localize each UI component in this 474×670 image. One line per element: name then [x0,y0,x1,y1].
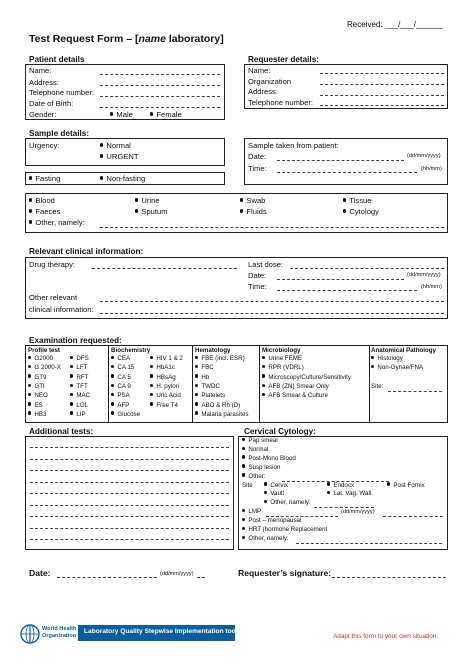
biochemistry-item-label: HBsAg [156,373,176,381]
bullet-icon [242,473,245,476]
cervical-other-label: Other: [248,472,266,480]
hematology-title-label: Hematology [195,347,231,354]
non-fasting-option[interactable]: Non-fasting [100,175,145,183]
hematology-item[interactable] [195,412,249,418]
profile-test-item[interactable] [70,412,86,418]
bullet-icon [195,374,198,377]
microbiology-item-label: Microscopy/Culture/Sensitivity [268,373,351,381]
bullet-icon [242,455,245,458]
clinical-time-hint: (hh/mm) [421,284,442,290]
other-clinical-line-2[interactable] [100,313,444,314]
bullet-icon [28,402,31,405]
bullet-icon [29,220,32,223]
cervical-history-option-label: HRT (hormone Replacement [248,526,328,533]
drug-therapy-label: Drug therapy: [29,260,76,269]
bullet-icon [28,411,31,414]
urgency-normal-option[interactable]: Normal [100,142,131,150]
microbiology-item[interactable] [262,375,351,381]
site-post-fornix-label: Post Fornix [393,481,425,489]
title-name: name [138,33,166,45]
bullet-icon [242,464,245,467]
bullet-icon [242,518,245,521]
bullet-icon [242,509,245,512]
biochemistry-item[interactable] [111,365,134,371]
bullet-icon [150,356,153,359]
sample-date-line[interactable] [277,160,404,161]
cervical-option-label: Post-Mono Blood [248,454,296,462]
hematology-title [195,348,230,354]
profile-test-item[interactable] [70,356,89,362]
cervical-option-label: Pap smear [248,437,279,444]
microbiology-item-label: Urine FEME [268,355,303,362]
type-other-line[interactable] [100,227,444,228]
profile-test-item-label: GT9 [34,373,47,381]
sample-taken-label: Sample taken from patient: [248,141,339,150]
additional-test-line[interactable] [30,482,229,483]
profile-test-item[interactable] [70,384,88,390]
additional-test-line[interactable] [30,516,229,517]
site-vault[interactable] [264,491,284,497]
anatomical-pathology-item[interactable] [371,356,403,362]
bullet-icon [111,402,114,405]
cervical-history-option[interactable] [242,536,289,542]
bullet-icon [70,411,73,414]
urgency-label: Urgency: [29,141,60,150]
bullet-icon [371,356,374,359]
lmp-line-tail[interactable] [383,516,443,517]
biochemistry-item-label: CA 15 [117,364,135,372]
microbiology-item-label: AFB Smear & Culture [268,392,328,400]
clinical-time-label: Time: [248,282,267,291]
site-endocx-label: Endocx [333,481,355,489]
patient-address-label: Address: [29,78,59,87]
bullet-icon [343,209,346,212]
type-swab[interactable]: Swab [240,197,265,205]
bullet-icon [264,491,267,494]
date-line-tail[interactable] [197,577,205,578]
sample-time-label: Time: [248,164,267,173]
patient-dob-line[interactable] [100,107,220,108]
bullet-icon [150,374,153,377]
profile-test-item-label: LFT [76,364,88,372]
signature-line[interactable] [332,577,446,578]
bullet-icon [70,365,73,368]
bullet-icon [135,209,138,212]
tool-title: Laboratory Quality Stepwise Implementation tool [84,628,238,635]
biochemistry-item[interactable] [111,356,130,362]
site-endocx[interactable] [327,483,354,489]
sample-time-hint: (hh/mm) [421,166,442,172]
bullet-icon [150,393,153,396]
patient-dob-label: Date of Birth: [29,99,74,108]
cervical-history-option[interactable] [242,527,327,533]
profile-test-item-label: NEO [34,392,48,400]
profile-test-item[interactable] [28,403,43,409]
bullet-icon [70,402,73,405]
bullet-icon [264,482,267,485]
anatomical-site-label-label: Site: [371,382,384,390]
microbiology-item[interactable] [262,365,304,371]
microbiology-item[interactable] [262,393,328,399]
biochemistry-item[interactable] [111,412,140,418]
anatomical-pathology-item-label: Histology [377,355,403,362]
clinical-date-label: Date: [248,271,267,280]
anatomical-pathology-item-label: Non-Gynae/FNA [377,364,424,372]
bullet-icon [387,482,390,485]
cervical-history-option-label: Other, namely: [248,534,289,542]
sample-date-hint: (dd/mm/yyyy) [407,153,441,159]
bullet-icon [28,384,31,387]
bullet-icon [150,402,153,405]
bullet-icon [28,393,31,396]
bullet-icon [100,154,103,157]
bullet-icon [195,411,198,414]
microbiology-title [262,348,301,354]
profile-test-item-label: GTI [34,382,45,390]
biochemistry-item-label: CEA [117,355,131,362]
profile-test-item-label: TFT [76,382,88,390]
bullet-icon [262,356,265,359]
type-urine[interactable]: Urine [135,197,160,205]
bullet-icon [29,176,32,179]
profile-test-item[interactable] [28,384,45,390]
bullet-icon [242,447,245,450]
exam-col-divider [108,346,109,422]
bullet-icon [195,384,198,387]
bullet-icon [262,393,265,396]
site-post-fornix[interactable] [387,483,425,489]
biochemistry-item-label: H. pylori [156,382,180,390]
bullet-icon [111,365,114,368]
exam-heading: Examination requested: [29,336,122,345]
biochemistry-title [111,348,150,354]
bullet-icon [70,356,73,359]
cervical-option[interactable] [242,456,296,462]
clinical-heading: Relevant clinical information: [29,247,144,256]
bullet-icon [135,198,138,201]
additional-test-line[interactable] [30,459,229,460]
microbiology-item-label: AFB (ZN) Smear Only [268,382,329,390]
exam-col-divider [192,346,193,422]
microbiology-item-label: RPR (VDRL) [268,364,304,372]
lmp-hint: (dd/mm/yyyy) [341,509,375,516]
bullet-icon [111,384,114,387]
date-line[interactable] [57,577,157,578]
additional-test-line[interactable] [30,539,229,540]
bullet-icon [29,209,32,212]
bullet-icon [111,411,114,414]
bullet-icon [111,374,114,377]
type-faeces[interactable]: Faeces [29,208,60,216]
biochemistry-item-label: HIV 1 & 2 [156,355,183,362]
anatomical-site-label [371,384,383,390]
requester-phone-line[interactable] [320,105,444,106]
requester-phone-label: Telephone number: [248,98,314,107]
hematology-item[interactable] [195,356,245,362]
type-sputum[interactable]: Sputum [135,208,168,216]
title-prefix: Test Request Form – [ [29,33,139,45]
org-line-1: World Health [42,626,77,632]
lmp-option[interactable] [242,509,261,515]
gender-label: Gender: [29,110,57,119]
patient-name-label: Name: [29,66,52,75]
cervical-history-option[interactable] [242,518,301,524]
drug-therapy-line[interactable] [92,268,237,269]
cervical-option[interactable] [242,465,280,471]
hematology-item[interactable] [195,365,214,371]
profile-test-item[interactable] [70,375,88,381]
additional-test-line[interactable] [30,447,229,448]
profile-test-title [28,348,60,354]
biochemistry-item[interactable] [150,365,175,371]
bullet-icon [29,198,32,201]
last-dose-label: Last dose: [248,260,284,269]
patient-address-line[interactable] [100,85,220,86]
sample-date-label: Date: [248,152,267,161]
hematology-item-label: FBC [201,364,214,372]
bullet-icon [195,356,198,359]
type-fluids[interactable]: Fluids [240,208,267,216]
additional-test-line[interactable] [30,505,229,506]
additional-test-line[interactable] [30,528,229,529]
patient-name-line[interactable] [100,74,220,75]
biochemistry-item[interactable] [150,375,176,381]
anatomical-pathology-title [371,348,436,354]
received-field[interactable]: Received: ___/___/______ [347,20,443,29]
last-dose-line[interactable] [290,268,444,269]
page-title [29,34,224,45]
cervical-other[interactable] [242,474,266,480]
exam-col-divider [369,346,370,422]
site-other-label: Other, namely: [270,499,311,507]
cervical-history-option-label: Post – menopausal [248,517,302,525]
requester-org-line[interactable] [320,84,444,85]
profile-test-item[interactable] [28,393,48,399]
profile-test-item[interactable] [28,375,46,381]
cervical-site-label-label: Site [242,481,253,489]
biochemistry-item[interactable] [150,393,181,399]
adapt-note: Adapt this form to your own situation. [333,633,439,640]
gender-male-option[interactable]: Male [110,111,133,119]
profile-test-item[interactable] [70,365,87,371]
bullet-icon [150,384,153,387]
anatomical-pathology-title-label: Anatomical Pathology [371,347,436,354]
bullet-icon [343,198,346,201]
date-label: Date: [29,568,51,578]
bullet-icon [262,384,265,387]
biochemistry-item-label: Glucose [117,410,141,418]
bullet-icon [100,143,103,146]
cervical-history-other-line[interactable] [296,543,442,544]
hematology-item-label: Hb [201,373,210,381]
bullet-icon [240,198,243,201]
profile-test-item-label: G 2000-X [34,364,61,372]
microbiology-item[interactable] [262,384,329,390]
patient-phone-label: Telephone number: [29,88,95,97]
type-cytology[interactable]: Cytology [343,208,379,216]
cervical-option[interactable] [242,447,268,453]
profile-test-item[interactable] [28,365,61,371]
hematology-item-label: ABO & Rh (D) [201,401,241,409]
org-line-2: Organization [42,633,77,639]
hematology-item-label: Malaria parasites [201,410,249,418]
additional-heading: Additional tests: [29,427,94,436]
exam-col-divider [259,346,260,422]
profile-test-item-label: G2000 [34,355,53,362]
clinical-time-line[interactable] [277,290,417,291]
biochemistry-title-label: Biochemistry [111,347,151,354]
type-tissue[interactable]: Tissue [343,197,371,205]
bullet-icon [28,356,31,359]
requester-name-label: Name: [248,66,271,75]
site-cervix-label: Cervix [270,481,288,489]
profile-test-title-label: Profile test [28,347,60,354]
type-blood[interactable]: Blood [29,197,55,205]
cervical-site-label [242,483,253,489]
requester-address-line[interactable] [320,95,444,96]
biochemistry-item[interactable] [111,384,131,390]
requester-heading: Requester details: [248,55,319,64]
patient-heading: Patient details [29,55,85,64]
hematology-item[interactable] [195,384,220,390]
hematology-item[interactable] [195,393,225,399]
bullet-icon [28,374,31,377]
bullet-icon [242,438,245,441]
microbiology-title-label: Microbiology [262,347,301,354]
bullet-icon [264,500,267,503]
bullet-icon [242,536,245,539]
bullet-icon [150,112,153,115]
signature-label: Requester’s signature: [238,568,332,578]
requester-org-label: Organization [248,77,292,86]
other-clinical-line-1[interactable] [100,301,444,302]
requester-name-line[interactable] [320,73,444,74]
biochemistry-item-label: CA 5 [117,373,131,381]
bullet-icon [110,112,113,115]
fasting-option[interactable]: Fasting [29,175,60,183]
other-clinical-label-2: clinical information: [29,305,94,314]
sample-time-line[interactable] [277,172,417,173]
microbiology-item[interactable] [262,356,302,362]
bullet-icon [371,365,374,368]
bullet-icon [70,393,73,396]
bullet-icon [28,365,31,368]
profile-test-item-label: DFS [76,355,89,362]
globe-icon [20,624,40,644]
bullet-icon [70,384,73,387]
urgency-urgent-option[interactable]: URGENT [100,153,138,161]
bullet-icon [70,374,73,377]
other-clinical-label-1: Other relevant [29,293,78,302]
date-hint: (dd/mm/yyyy) [160,571,194,577]
biochemistry-item[interactable] [150,356,183,362]
sample-heading: Sample details: [29,129,90,138]
hematology-item-label: TWDC [201,382,220,390]
hematology-item-label: FBE (incl. ESR) [201,355,245,362]
biochemistry-item-label: PSA [117,392,130,400]
biochemistry-item-label: Uric Acid [156,392,181,400]
profile-test-item-label: LIP [76,410,86,418]
site-cervix[interactable] [264,483,288,489]
biochemistry-item[interactable] [150,403,178,409]
biochemistry-item-label: AFP [117,401,130,409]
profile-test-item[interactable] [70,403,88,409]
bullet-icon [240,209,243,212]
profile-test-item-label: HB3 [34,410,47,418]
profile-test-item[interactable] [70,393,90,399]
biochemistry-item[interactable] [111,375,131,381]
hematology-item[interactable] [195,375,209,381]
hematology-item-label: Platelets [201,392,226,400]
site-other-line[interactable] [314,507,374,508]
biochemistry-item[interactable] [111,393,130,399]
cervical-option[interactable] [242,438,278,444]
clinical-date-hint: (dd/mm/yyyy) [407,272,441,278]
profile-test-item-label: MAC [76,392,91,400]
bullet-icon [111,393,114,396]
type-other-label: Other, namely: [29,219,85,227]
bullet-icon [100,176,103,179]
site-vault-label: Vault [270,490,285,498]
bullet-icon [150,365,153,368]
profile-test-item[interactable] [28,412,46,418]
anatomical-site-line[interactable] [388,391,442,392]
profile-test-item-label: LGL [76,401,89,409]
title-suffix: laboratory] [165,33,224,45]
requester-address-label: Address: [248,87,278,96]
cervical-option-label: Susp lesion [248,463,281,471]
biochemistry-item-label: CA 9 [117,382,131,390]
biochemistry-item[interactable] [111,403,129,409]
bullet-icon [195,402,198,405]
additional-test-line[interactable] [30,493,229,494]
bullet-icon [262,365,265,368]
biochemistry-item[interactable] [150,384,179,390]
cervical-option-label: Normal [248,445,269,453]
cervical-heading: Cervical Cytology: [244,427,316,436]
bullet-icon [262,374,265,377]
clinical-date-line[interactable] [277,279,404,280]
profile-test-item-label: ES [34,401,43,409]
bullet-icon [327,482,330,485]
site-other[interactable] [264,500,311,506]
bullet-icon [195,365,198,368]
biochemistry-item-label: HbA1c [156,364,175,372]
profile-test-item[interactable] [28,356,53,362]
bullet-icon [242,527,245,530]
additional-test-line[interactable] [30,470,229,471]
bullet-icon [195,393,198,396]
patient-phone-line[interactable] [100,96,220,97]
bullet-icon [327,491,330,494]
site-lat-vag-wall[interactable] [327,491,373,497]
profile-test-item-label: RFT [76,373,89,381]
lmp-option-label: LMP [248,508,262,516]
bullet-icon [111,356,114,359]
site-lat-vag-wall-label: Lat. Vag. Wall. [333,490,373,498]
biochemistry-item-label: Free T4 [156,401,178,409]
anatomical-pathology-item[interactable] [371,365,423,371]
hematology-item[interactable] [195,403,240,409]
gender-female-option[interactable]: Female [150,111,182,119]
